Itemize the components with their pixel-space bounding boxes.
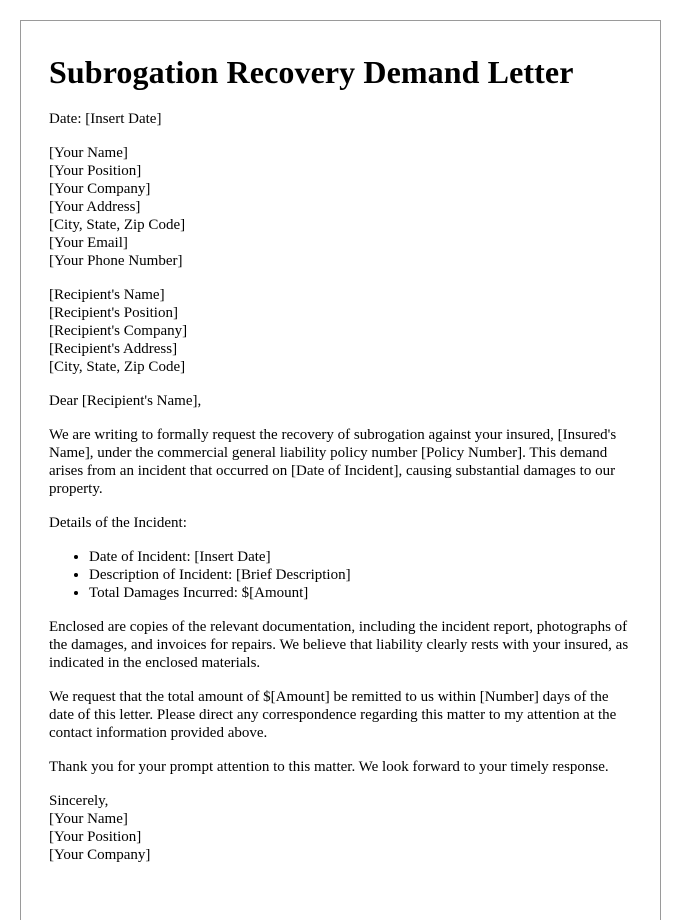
recipient-address: [Recipient's Address] — [49, 341, 178, 357]
letter-title: Subrogation Recovery Demand Letter — [49, 54, 574, 90]
closing-block — [49, 792, 632, 864]
sender-company: [Your Company] — [49, 181, 151, 197]
list-item: • Date of Incident: [Insert Date] — [89, 548, 632, 566]
recipient-company: [Recipient's Company] — [49, 323, 188, 339]
sender-email: [Your Email] — [49, 235, 128, 251]
details-heading: Details of the Incident: — [49, 515, 187, 531]
sender-address-block — [49, 144, 632, 270]
recipient-city-state-zip: [City, State, Zip Code] — [49, 359, 186, 375]
closing-sincerely: Sincerely, — [49, 793, 109, 809]
intro-paragraph: We are writing to formally request the recovery of subrogation against your insured, [Insured's Name], under the commercial general liability policy number [Policy Number]. This demand arises from an incident that occurred on [Date of Incident], causing substantial damages to our property. — [49, 427, 617, 497]
incident-details-list — [49, 548, 632, 602]
sender-name: [Your Name] — [49, 145, 128, 161]
sender-phone: [Your Phone Number] — [49, 253, 183, 269]
request-paragraph: We request that the total amount of $[Amount] be remitted to us within [Number] days of the date of this letter. Please direct any correspondence regarding this matter to my attention at the contact information provided above. — [49, 689, 617, 741]
letter-page — [20, 20, 661, 920]
recipient-position: [Recipient's Position] — [49, 305, 178, 321]
sender-position: [Your Position] — [49, 163, 142, 179]
salutation: Dear [Recipient's Name], — [49, 393, 202, 409]
list-item: • Total Damages Incurred: $[Amount] — [89, 584, 632, 602]
recipient-address-block — [49, 286, 632, 376]
list-item: • Description of Incident: [Brief Description] — [89, 566, 632, 584]
recipient-name: [Recipient's Name] — [49, 287, 165, 303]
documentation-paragraph: Enclosed are copies of the relevant documentation, including the incident report, photographs of the damages, and invoices for repairs. We believe that liability clearly rests with your insured, as indicated in the enclosed materials. — [49, 619, 629, 671]
sender-city-state-zip: [City, State, Zip Code] — [49, 217, 186, 233]
date-line: Date: [Insert Date] — [49, 111, 162, 127]
closing-name: [Your Name] — [49, 811, 128, 827]
closing-company: [Your Company] — [49, 847, 151, 863]
closing-position: [Your Position] — [49, 829, 142, 845]
sender-address: [Your Address] — [49, 199, 141, 215]
thank-you-paragraph: Thank you for your prompt attention to this matter. We look forward to your timely response. — [49, 759, 609, 775]
